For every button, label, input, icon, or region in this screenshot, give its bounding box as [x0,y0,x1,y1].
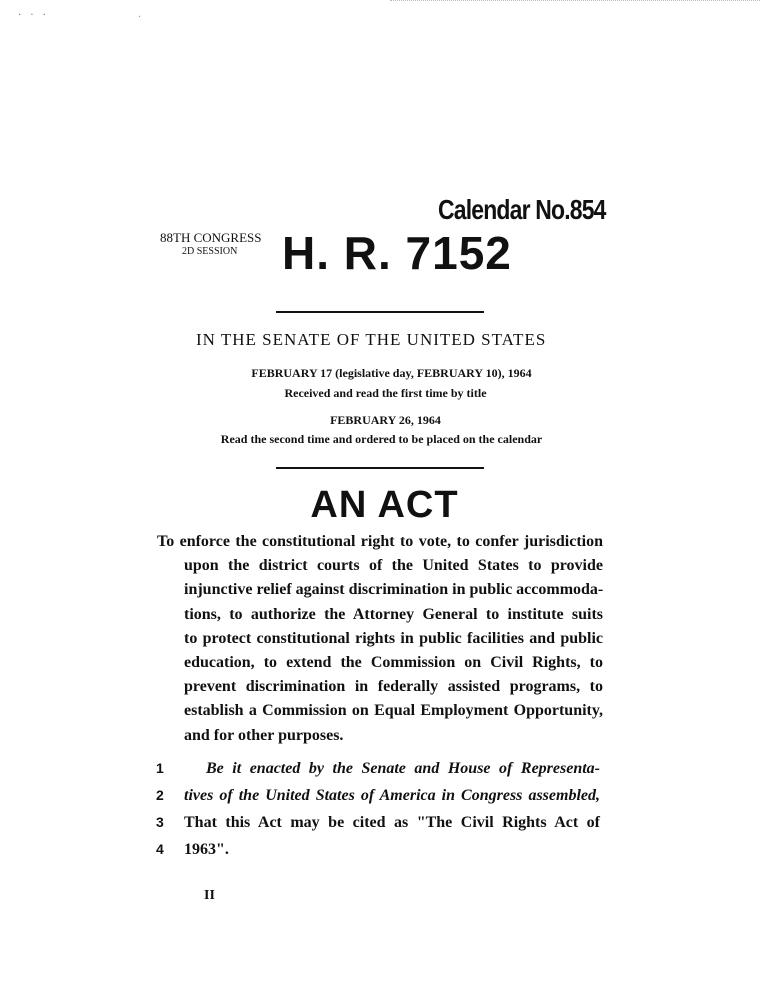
purpose-line: to protect constitutional rights in public facilities and public [184,629,603,647]
senate-date-line: FEBRUARY 17 (legislative day, FEBRUARY 10), 1964 [251,366,532,380]
line-number: 2 [156,787,164,803]
act-title: AN ACT [310,484,459,526]
enacting-text: Be it enacted by the Senate and House of Representa- [206,760,600,777]
line-number: 4 [156,841,164,857]
enacting-text: That this Act may be cited as "The Civil Rights Act of [184,814,600,831]
line-number: 3 [156,814,164,830]
page-mark: II [204,888,215,903]
senate-calendar-line: Read the second time and ordered to be placed on the calendar [220,432,543,446]
enacting-text: tives of the United States of America in Congress assembled, [184,787,600,804]
scan-artifact-specks: · · · [18,10,49,21]
senate-received-line: Received and read the first time by title [284,386,487,400]
senate-heading: IN THE SENATE OF THE UNITED STATES [196,330,547,349]
divider-bottom [276,467,484,469]
senate-date-line-2: FEBRUARY 26, 1964 [330,413,441,427]
congress-session [160,231,270,259]
purpose-line: and for other purposes. [184,726,344,744]
purpose-line: injunctive relief against discrimination in public accommoda- [184,581,604,599]
purpose-line: tions, to authorize the Attorney General to institute suits [184,605,603,623]
divider-top [276,311,484,313]
calendar-number: Calendar No.854 [438,194,606,225]
enacting-row [150,787,610,813]
scan-artifact-speck: · [138,12,142,23]
purpose-line: To enforce the constitutional right to vote, to confer jurisdiction [157,533,603,550]
purpose-line: establish a Commission on Equal Employment Opportunity, [184,702,603,720]
scan-artifact-dots [390,0,760,4]
enacting-row [150,760,610,786]
bill-number: H. R. 7152 [282,227,512,279]
act-purpose [157,530,603,748]
line-number: 1 [156,760,164,776]
enacting-row [150,841,610,867]
purpose-line: education, to extend the Commission on Civil Rights, to [184,654,603,672]
purpose-line: prevent discrimination in federally assisted programs, to [184,678,603,696]
purpose-line: upon the district courts of the United States to provide [184,557,603,575]
session-label: 2D SESSION [182,246,238,257]
enacting-text: 1963". [184,841,229,858]
enacting-row [150,814,610,840]
congress-label: 88TH CONGRESS [160,230,262,245]
